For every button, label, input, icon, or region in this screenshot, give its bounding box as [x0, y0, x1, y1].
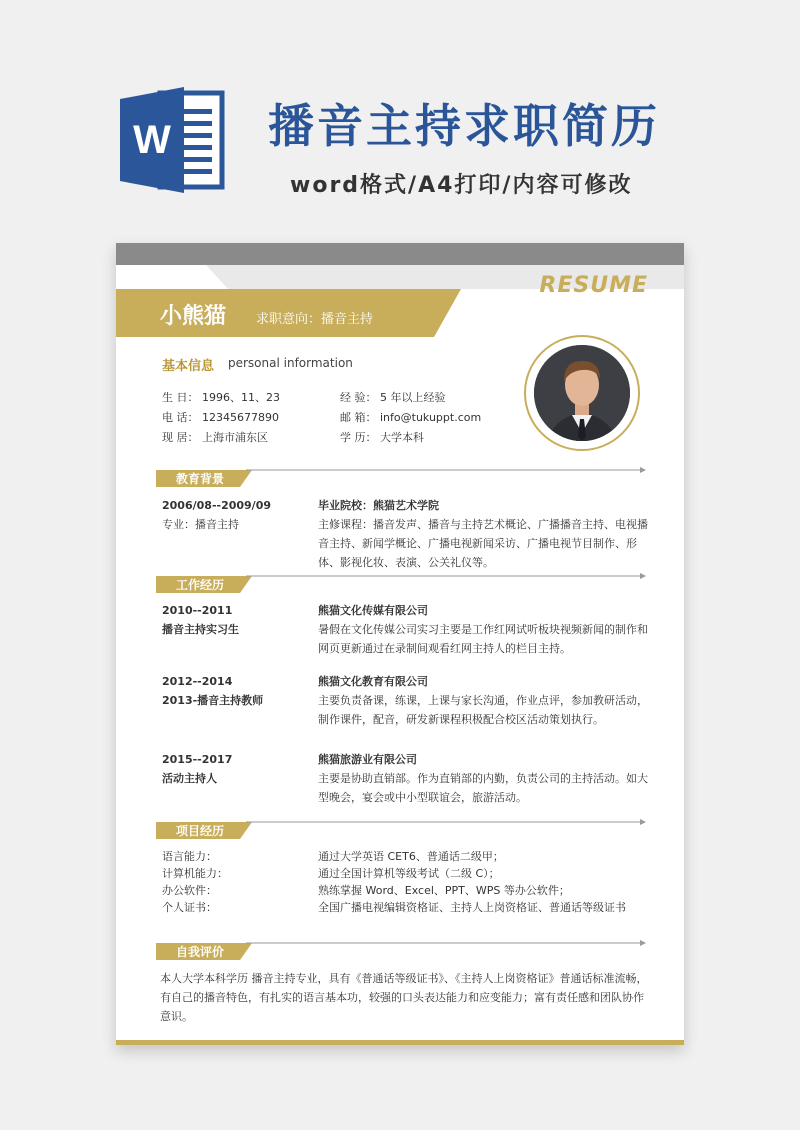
bottom-gold-bar [116, 1040, 684, 1045]
page-subtitle: word格式/A4打印/内容可修改 [290, 173, 633, 198]
profile-photo [534, 345, 630, 441]
info-education [340, 429, 424, 445]
work-2-company: 熊猫文化教育有限公司 [318, 675, 428, 688]
info-phone-label: 电 话： [162, 411, 199, 424]
work-2-date: 2012--2014 [162, 675, 233, 688]
work-3-desc: 主要是协助直销部。作为直销部的内勤，负责公司的主持活动。如大型晚会，宴会或中小型联谊会，旅游活动。 [318, 772, 648, 804]
section-work-title: 工作经历 [176, 578, 225, 592]
skill-language-label: 语言能力： [162, 850, 217, 863]
skill-language-value: 通过大学英语 CET6、普通话二级甲； [318, 850, 504, 863]
info-email-value: info@tukuppt.com [380, 411, 482, 424]
self-evaluation-text: 本人大学本科学历 播音主持专业，具有《普通话等级证书》、《主持人上岗资格证》普通话标准流畅，有自己的播音特色，有扎实的语言基本功，较强的口头表达能力和应变能力；富有责任感和团队协作意识。 [160, 972, 648, 1023]
info-birth [162, 389, 280, 405]
edu-courses: 主修课程：播音发声、播音与主持艺术概论、广播播音主持、电视播音主持、新闻学概论、广播电视新闻采访、广播电视节目制作、形体、影视化妆、表演、公关礼仪等。 [318, 518, 648, 569]
word-doc-icon [118, 85, 228, 195]
work-2-desc: 主要负责备课，练课，上课与家长沟通，作业点评，参加教研活动，制作课件，配音，研发新课程积极配合校区活动策划执行。 [318, 694, 648, 726]
basic-info-title-en: personal information [228, 356, 353, 370]
work-1-date: 2010--2011 [162, 604, 233, 617]
edu-school: 毕业院校：熊猫艺术学院 [318, 499, 439, 512]
skill-computer-label: 计算机能力： [162, 867, 228, 880]
work-2-role: 2013-播音主持教师 [162, 694, 264, 707]
section-project-title: 项目经历 [176, 824, 225, 838]
info-address [162, 429, 268, 445]
info-phone [162, 409, 279, 425]
info-experience-label: 经 验： [340, 391, 377, 404]
work-1-desc: 暑假在文化传媒公司实习主要是工作红网试听板块视频新闻的制作和网页更新通过在录制间观看红网主持人的栏目主持。 [318, 623, 648, 655]
info-education-label: 学 历： [340, 431, 377, 444]
section-project-header [156, 819, 646, 841]
info-birth-value: 1996、11、23 [202, 391, 280, 404]
work-3-company: 熊猫旅游业有限公司 [318, 753, 417, 766]
info-email [340, 409, 481, 425]
info-phone-value: 12345677890 [202, 411, 279, 424]
resume-sheet [116, 243, 684, 1045]
resume-watermark-title: RESUME [539, 273, 648, 298]
work-1-company: 熊猫文化传媒有限公司 [318, 604, 428, 617]
top-gray-band [116, 243, 684, 265]
job-objective: 求职意向：播音主持 [256, 312, 374, 327]
info-address-label: 现 居： [162, 431, 199, 444]
skill-office-label: 办公软件： [162, 884, 217, 897]
edu-date: 2006/08--2009/09 [162, 499, 272, 512]
section-self-header [156, 940, 646, 962]
section-work-header [156, 573, 646, 595]
candidate-name: 小熊猫 [160, 304, 227, 329]
info-experience-value: 5 年以上经验 [380, 391, 446, 404]
section-education-header [156, 467, 646, 489]
basic-info-title: 基本信息 [162, 359, 215, 374]
work-3-role: 活动主持人 [162, 772, 217, 785]
edu-major: 专业：播音主持 [162, 518, 239, 531]
section-education-title: 教育背景 [176, 472, 225, 486]
work-3-date: 2015--2017 [162, 753, 233, 766]
word-icon-letter: W [133, 118, 171, 162]
skill-cert-label: 个人证书： [162, 901, 217, 914]
info-address-value: 上海市浦东区 [202, 431, 268, 444]
page-title: 播音主持求职简历 [268, 99, 660, 153]
section-self-title: 自我评价 [176, 945, 225, 959]
info-education-value: 大学本科 [380, 431, 424, 444]
info-birth-label: 生 日： [162, 391, 199, 404]
skill-office-value: 熟练掌握 Word、Excel、PPT、WPS 等办公软件； [318, 884, 570, 897]
skill-cert-value: 全国广播电视编辑资格证、主持人上岗资格证、普通话等级证书 [318, 901, 626, 914]
avatar [524, 335, 640, 451]
info-experience [340, 389, 446, 405]
skill-computer-value: 通过全国计算机等级考试（二级 C）； [318, 867, 500, 880]
info-email-label: 邮 箱： [340, 411, 377, 424]
work-1-role: 播音主持实习生 [162, 623, 239, 636]
